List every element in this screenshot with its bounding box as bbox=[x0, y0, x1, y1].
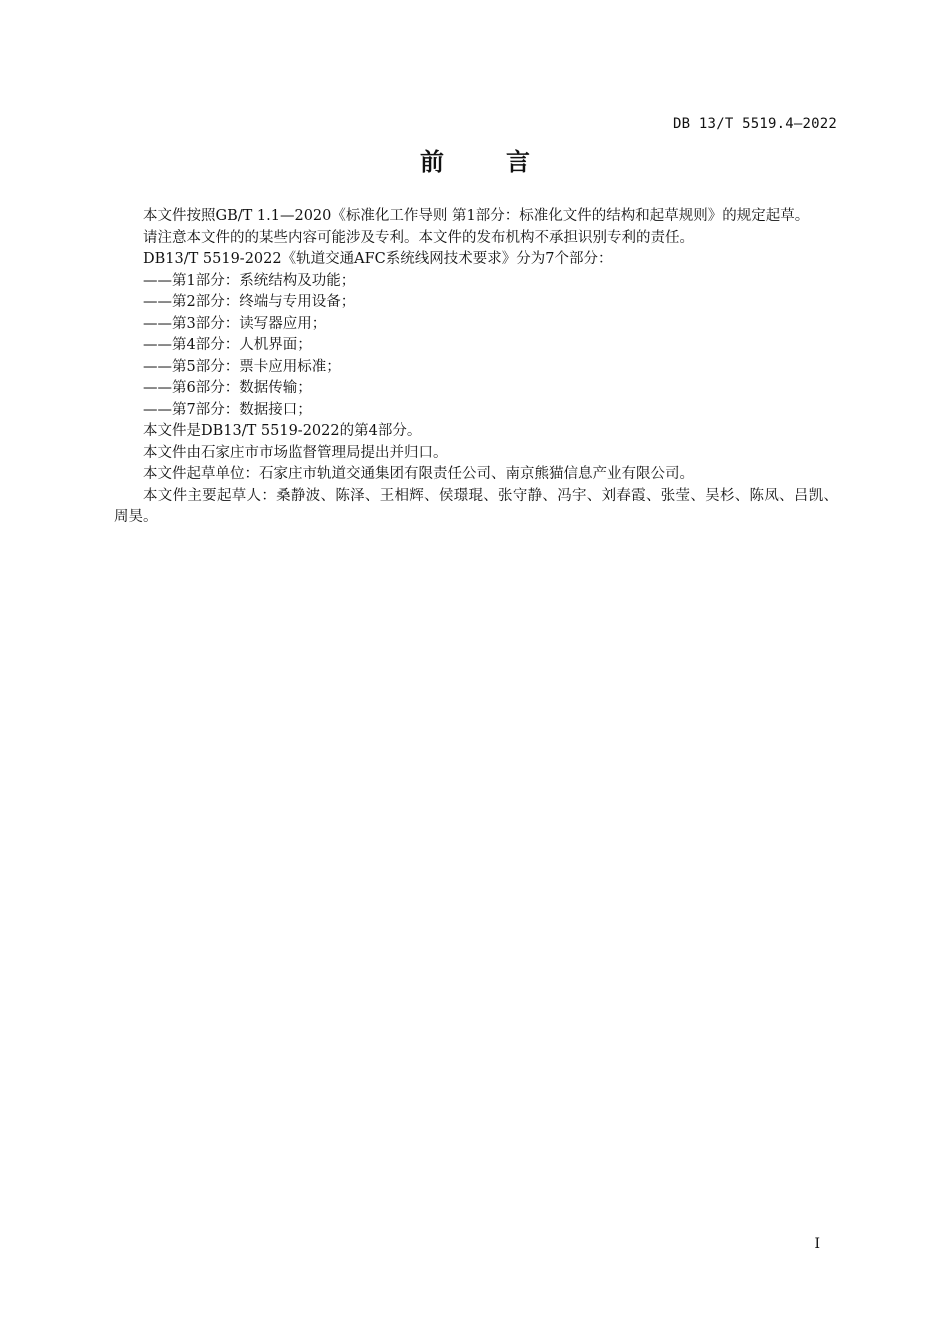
page-title: 前言 bbox=[420, 148, 592, 176]
foreword-body bbox=[114, 206, 838, 529]
list-item: ——第2部分：终端与专用设备； bbox=[143, 294, 356, 310]
list-item: ——第3部分：读写器应用； bbox=[143, 315, 327, 332]
list-item: ——第6部分：数据传输； bbox=[143, 380, 312, 396]
page-number: I bbox=[814, 1236, 820, 1252]
paragraph-patent-notice: 请注意本文件的的某些内容可能涉及专利。本文件的发布机构不承担识别专利的责任。 bbox=[143, 229, 694, 246]
list-item: ——第1部分：系统结构及功能； bbox=[143, 272, 356, 289]
paragraph-drafting-rules: 本文件按照GB/T 1.1—2020《标准化工作导则 第1部分：标准化文件的结构和起草规则》的规定起草。 bbox=[143, 208, 810, 224]
list-item: ——第5部分：票卡应用标准； bbox=[143, 358, 341, 375]
document-code: DB 13/T 5519.4—2022 bbox=[673, 116, 837, 132]
list-item: ——第7部分：数据接口； bbox=[143, 401, 312, 418]
paragraph-drafters: 本文件主要起草人：桑静波、陈泽、王相辉、侯璟琨、张守静、冯宇、刘春霞、张莹、吴杉、陈凤、吕凯、周昊。 bbox=[114, 487, 838, 525]
paragraph-proposed-by: 本文件由石家庄市市场监督管理局提出并归口。 bbox=[143, 444, 448, 461]
list-item: ——第4部分：人机界面； bbox=[143, 337, 312, 353]
paragraph-parts-intro: DB13/T 5519-2022《轨道交通AFC系统线网技术要求》分为7个部分： bbox=[143, 251, 613, 267]
parts-list bbox=[114, 271, 838, 422]
paragraph-drafting-units: 本文件起草单位：石家庄市轨道交通集团有限责任公司、南京熊猫信息产业有限公司。 bbox=[143, 466, 694, 482]
paragraph-this-part: 本文件是DB13/T 5519-2022的第4部分。 bbox=[143, 423, 422, 439]
